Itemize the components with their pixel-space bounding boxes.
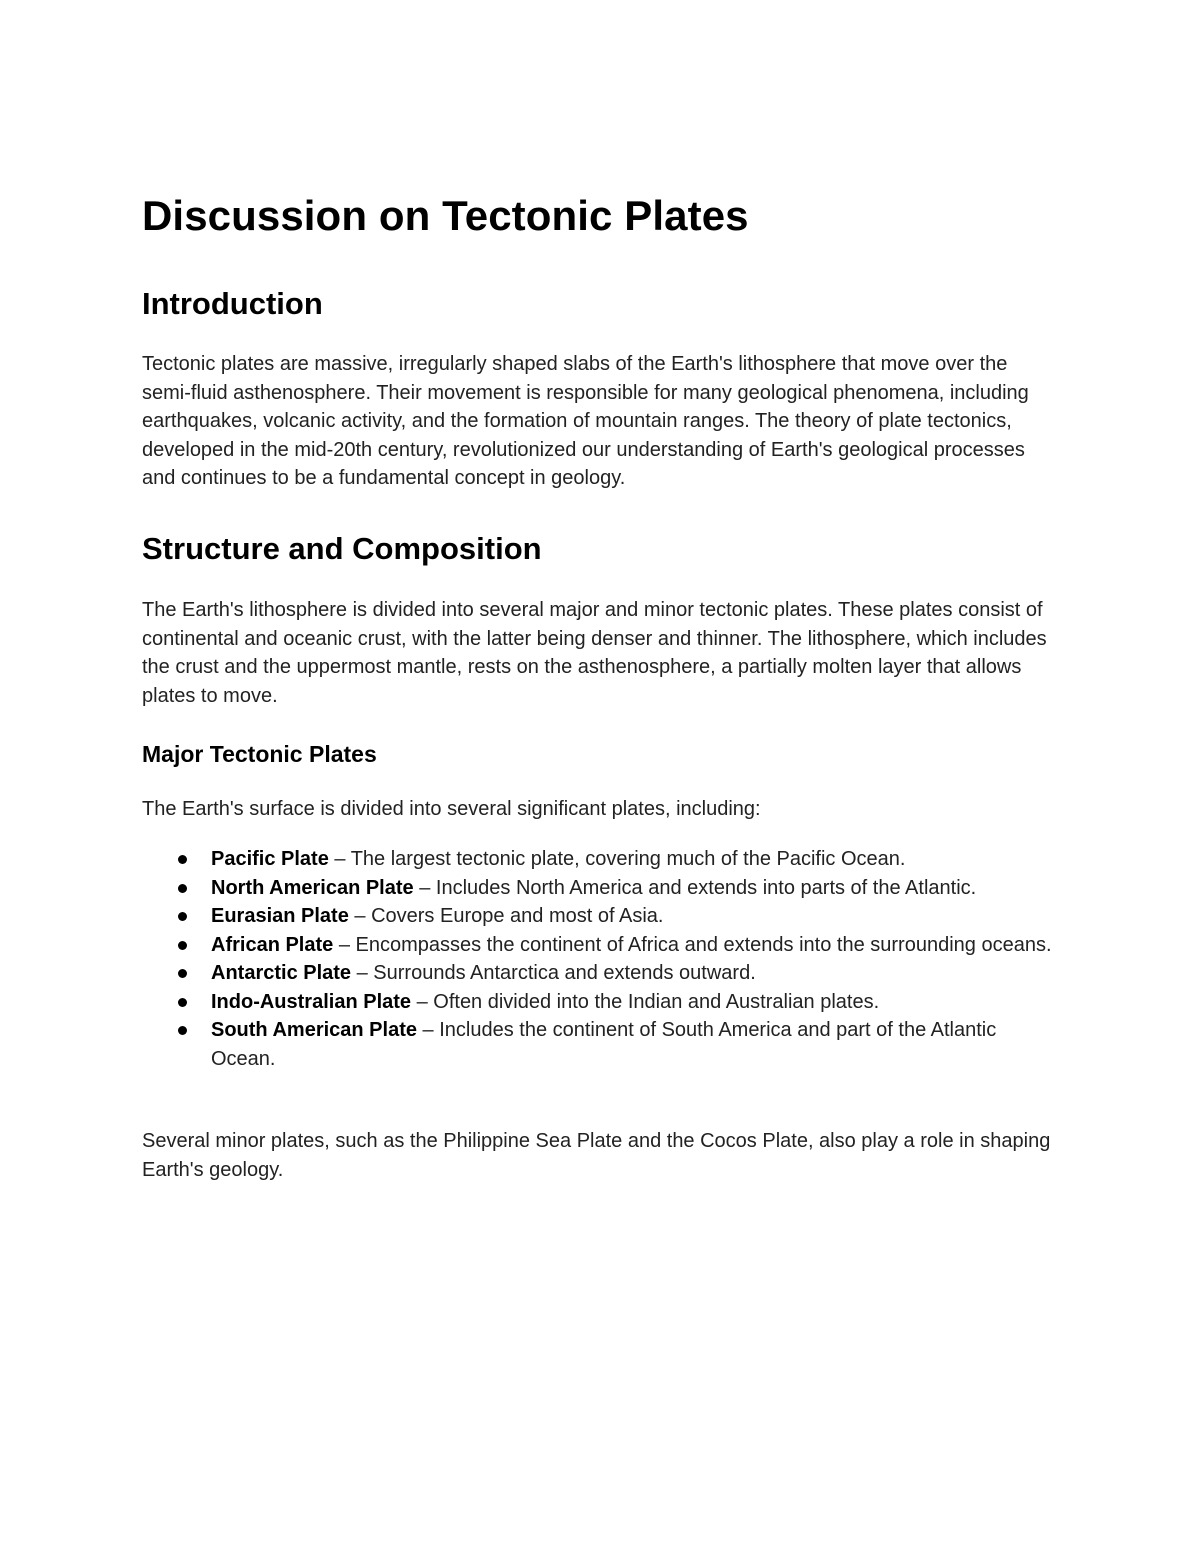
bullet-icon [178, 1026, 187, 1035]
plate-name: Indo-Australian Plate [211, 990, 412, 1013]
plate-description: – Includes North America and extends into parts of the Atlantic. [413, 876, 977, 899]
plate-name: South American Plate [211, 1019, 417, 1041]
plate-name: African Plate [211, 933, 334, 956]
bullet-icon [178, 884, 187, 893]
bullet-icon [178, 912, 187, 921]
introduction-heading: Introduction [142, 286, 323, 321]
introduction-paragraph: Tectonic plates are massive, irregularly shaped slabs of the Earth's lithosphere that move over the semi-fluid asthenosphere. Their movement is responsible for many geological phenomena, including earthquakes, volcanic activity, and the formation of mountain ranges. The theory of plate tectonics, developed in the mid-20th century, revolutionized our understanding of Earth's geological processes and continues to be a fundamental concept in geology. [142, 353, 1029, 489]
bullet-icon [178, 969, 187, 978]
plate-description: – The largest tectonic plate, covering much of the Pacific Ocean. [328, 848, 906, 870]
plate-description: – Covers Europe and most of Asia. [348, 905, 664, 927]
closing-paragraph: Several minor plates, such as the Philippine Sea Plate and the Cocos Plate, also play a role in shaping Earth's geology. [142, 1130, 1051, 1181]
plate-description: – Includes the continent of South America and part of the Atlantic Ocean. [211, 1019, 997, 1070]
plates-list [142, 845, 1057, 1073]
plate-description: – Often divided into the Indian and Australian plates. [411, 990, 880, 1013]
plate-description: – Surrounds Antarctica and extends outward. [351, 962, 756, 984]
page-title: Discussion on Tectonic Plates [142, 192, 749, 239]
list-item [142, 959, 1057, 988]
plate-name: Eurasian Plate [211, 905, 349, 927]
list-item [142, 902, 1057, 931]
plate-name: Antarctic Plate [211, 962, 352, 984]
bullet-icon [178, 998, 187, 1007]
list-item [142, 874, 1057, 903]
structure-heading: Structure and Composition [142, 531, 542, 566]
bullet-icon [178, 941, 187, 950]
list-item [142, 845, 1057, 874]
plate-name: North American Plate [211, 876, 414, 899]
bullet-icon [178, 855, 187, 864]
list-item [142, 1016, 1057, 1073]
major-plates-intro: The Earth's surface is divided into several significant plates, including: [142, 798, 761, 820]
major-plates-heading: Major Tectonic Plates [142, 741, 377, 767]
list-item [142, 988, 1057, 1017]
structure-paragraph: The Earth's lithosphere is divided into several major and minor tectonic plates. These plates consist of continental and oceanic crust, with the latter being denser and thinner. The lithosphere, which includes the crust and the uppermost mantle, rests on the asthenosphere, a partially molten layer that allows plates to move. [142, 599, 1047, 707]
plate-description: – Encompasses the continent of Africa and extends into the surrounding oceans. [333, 933, 1052, 956]
plate-name: Pacific Plate [211, 848, 329, 870]
list-item [142, 931, 1057, 960]
